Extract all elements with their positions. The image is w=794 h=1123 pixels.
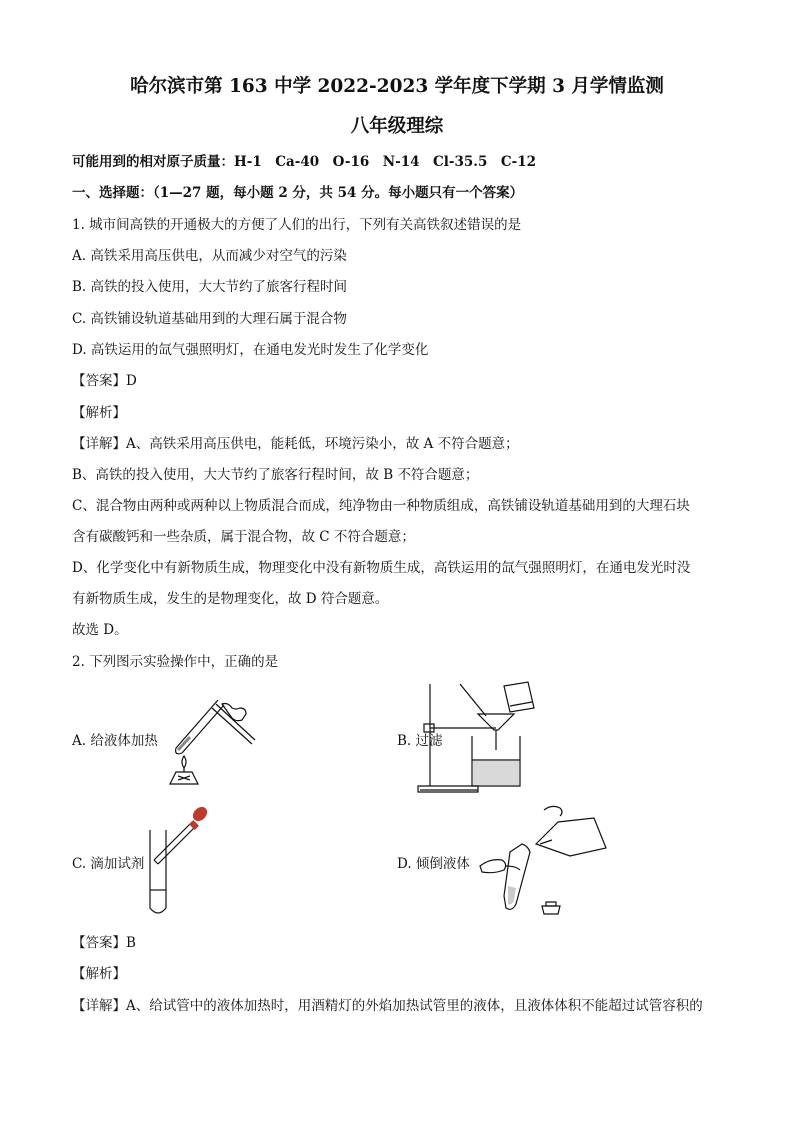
question-1-detail-line: 有新物质生成，发生的是物理变化，故 D 符合题意。 bbox=[72, 591, 389, 607]
question-1-option-a: A. 高铁采用高压供电，从而减少对空气的污染 bbox=[72, 248, 347, 264]
question-2-option-a-label: A. 给液体加热 bbox=[72, 733, 158, 749]
exam-title: 哈尔滨市第 163 中学 2022-2023 学年度下学期 3 月学情监测 bbox=[130, 76, 664, 97]
question-2-analysis-label: 【解析】 bbox=[72, 966, 126, 982]
question-1-detail-line: 【详解】A、高铁采用高压供电，能耗低，环境污染小，故 A 不符合题意； bbox=[72, 436, 519, 452]
question-1-conclusion: 故选 D。 bbox=[72, 622, 128, 638]
question-2-answer: 【答案】B bbox=[72, 935, 136, 951]
section-heading: 一、选择题：（1—27 题，每小题 2 分，共 54 分。每小题只有一个答案） bbox=[72, 185, 524, 201]
question-1-answer: 【答案】D bbox=[72, 373, 137, 389]
question-2-option-b-label: B. 过滤 bbox=[397, 733, 443, 749]
question-1-analysis-label: 【解析】 bbox=[72, 405, 126, 421]
question-1-option-c: C. 高铁铺设轨道基础用到的大理石属于混合物 bbox=[72, 311, 347, 327]
question-1-detail-line: D、化学变化中有新物质生成，物理变化中没有新物质生成，高铁运用的氙气强照明灯，在通电发光时没 bbox=[72, 560, 691, 576]
question-1-detail-line: B、高铁的投入使用，大大节约了旅客行程时间，故 B 不符合题意； bbox=[72, 467, 479, 483]
atomic-masses-line: 可能用到的相对原子质量：H-1 Ca-40 O-16 N-14 Cl-35.5 C-12 bbox=[72, 154, 536, 170]
heating-liquid-figure bbox=[160, 690, 260, 790]
question-2-option-c-label: C. 滴加试剂 bbox=[72, 856, 145, 872]
dropper-figure bbox=[140, 800, 210, 920]
question-2-detail-line: 【详解】A、给试管中的液体加热时，用酒精灯的外焰加热试管里的液体，且液体体积不能超过试管容积的 bbox=[72, 998, 703, 1014]
filtration-figure bbox=[410, 678, 550, 796]
question-1-option-d: D. 高铁运用的氙气强照明灯，在通电发光时发生了化学变化 bbox=[72, 342, 429, 358]
question-2-option-d-label: D. 倾倒液体 bbox=[397, 856, 470, 872]
question-2-stem: 2. 下列图示实验操作中，正确的是 bbox=[72, 654, 279, 670]
question-1-option-b: B. 高铁的投入使用，大大节约了旅客行程时间 bbox=[72, 279, 348, 295]
question-1-stem: 1. 城市间高铁的开通极大的方便了人们的出行，下列有关高铁叙述错误的是 bbox=[72, 217, 522, 233]
question-1-detail-line: C、混合物由两种或两种以上物质混合而成，纯净物由一种物质组成，高铁铺设轨道基础用到的大理石块 bbox=[72, 498, 690, 514]
exam-subtitle: 八年级理综 bbox=[350, 116, 444, 137]
pouring-liquid-figure bbox=[470, 800, 640, 920]
question-1-detail-line: 含有碳酸钙和一些杂质，属于混合物，故 C 不符合题意； bbox=[72, 529, 415, 545]
